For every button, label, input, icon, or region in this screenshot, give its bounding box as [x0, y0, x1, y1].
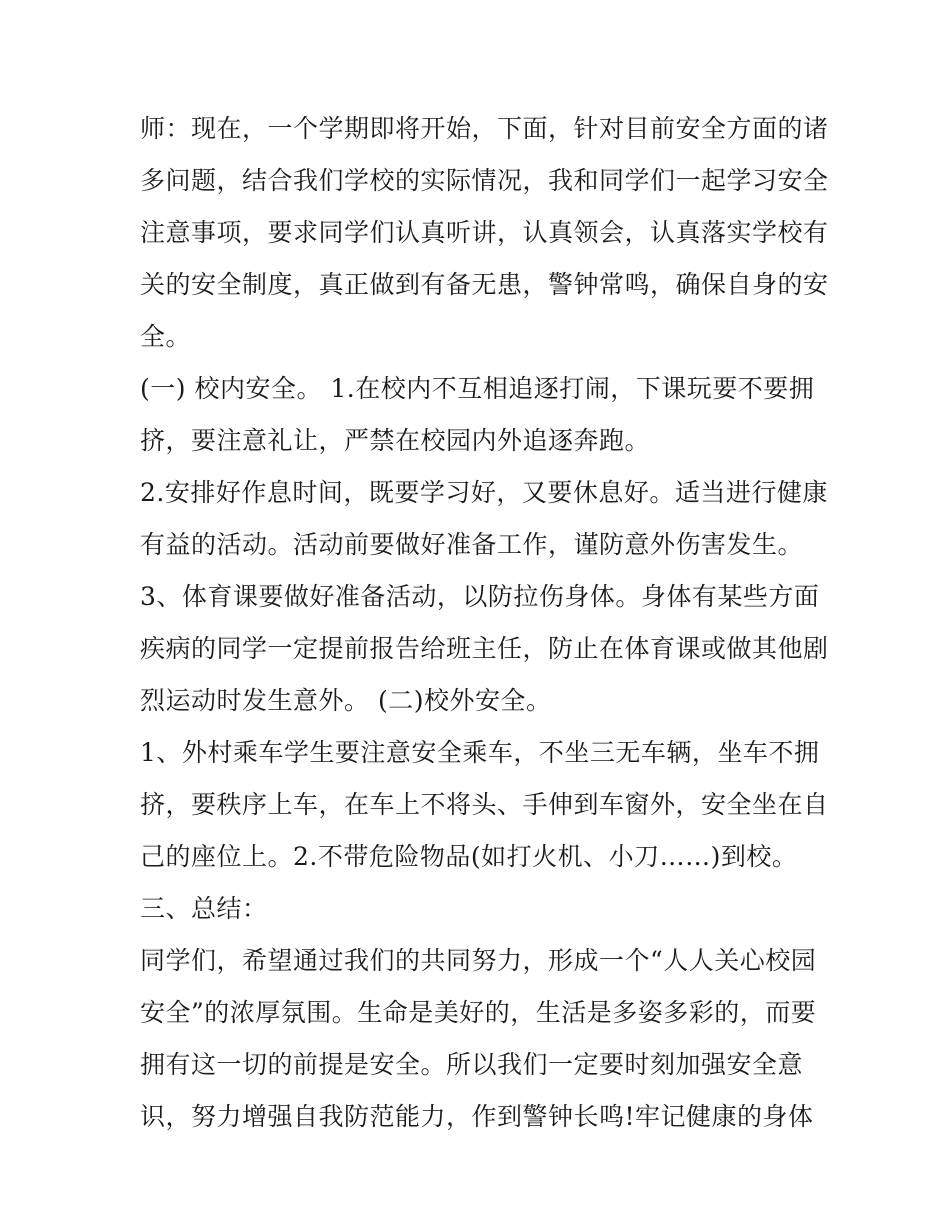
paragraph-intro: 师：现在，一个学期即将开始，下面，针对目前安全方面的诸多问题，结合我们学校的实际情况，我和同学们一起学习安全注意事项，要求同学们认真听讲，认真领会，认真落实学校有关的安全制度，真正做到有备无患，警钟常鸣，确保自身的安全。: [140, 114, 829, 351]
paragraph-schedule: 2.安排好作息时间，既要学习好，又要休息好。适当进行健康有益的活动。活动前要做好准备工作，谨防意外伤害发生。: [140, 478, 828, 559]
paragraph-conclusion: 同学们，希望通过我们的共同努力，形成一个“人人关心校园安全”的浓厚氛围。生命是美好的，生活是多姿多彩的，而要拥有这一切的前提是安全。所以我们一定要时刻加强安全意识，努力增强自我防范能力，作到警钟长鸣!牢记健康的身体: [140, 946, 817, 1131]
document-body: [140, 103, 830, 1143]
paragraph-pe-class: 3、体育课要做好准备活动，以防拉伤身体。身体有某些方面疾病的同学一定提前报告给班主任，防止在体育课或做其他剧烈运动时发生意外。 (二)校外安全。: [140, 582, 829, 715]
section-heading-summary: 三、总结：: [140, 894, 268, 923]
paragraph-campus-safety: (一) 校内安全。 1.在校内不互相追逐打闹，下课玩要不要拥挤，要注意礼让，严禁在校园内外追逐奔跑。: [140, 374, 815, 455]
paragraph-bus-safety: 1、外村乘车学生要注意安全乘车，不坐三无车辆，坐车不拥挤，要秩序上车，在车上不将头、手伸到车窗外，安全坐在自己的座位上。2.不带危险物品(如打火机、小刀……)到校。: [140, 738, 829, 871]
